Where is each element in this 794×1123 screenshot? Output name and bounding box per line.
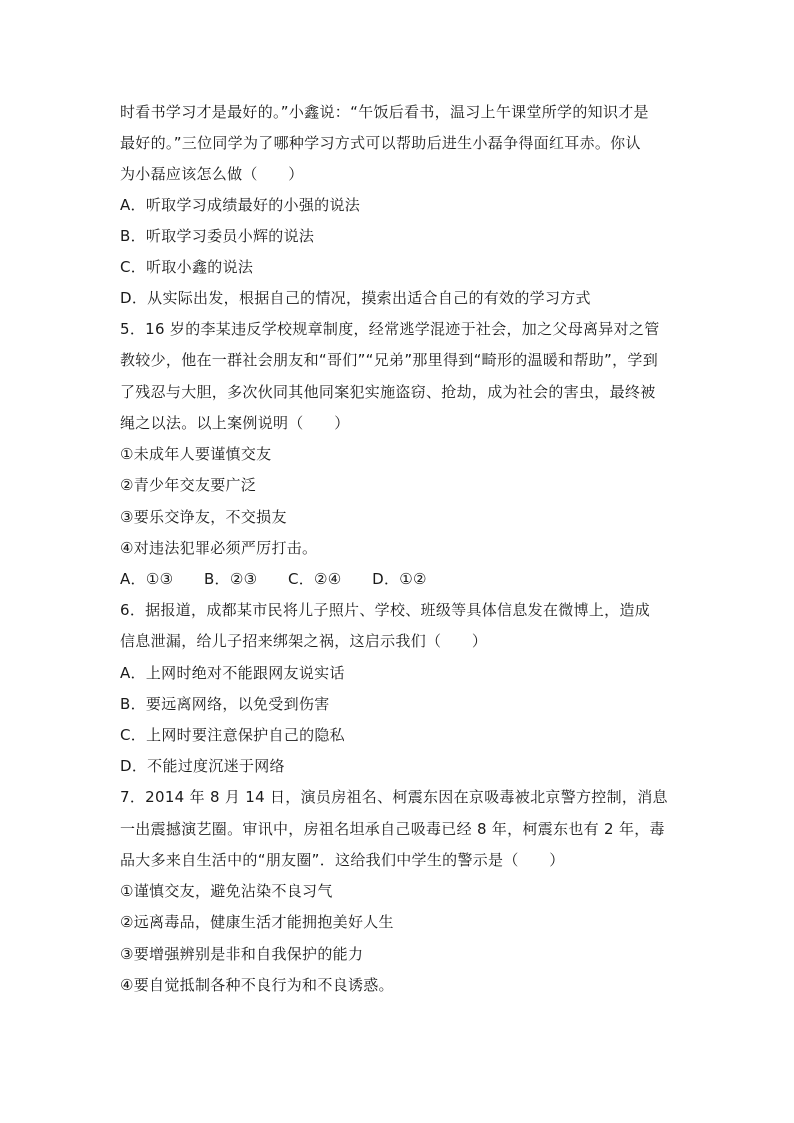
answer-options: A．①③ B．②③ C．②④ D．①②: [120, 570, 427, 588]
statement-2: ②青少年交友要广泛: [120, 476, 257, 494]
option-a: A．上网时绝对不能跟网友说实话: [120, 664, 345, 682]
text-line: 了残忍与大胆，多次伙同其他同案犯实施盗窃、抢劫，成为社会的害虫，最终被: [120, 383, 656, 401]
option-a: A．听取学习成绩最好的小强的说法: [120, 196, 361, 214]
statement-3: ③要乐交诤友，不交损友: [120, 508, 287, 526]
statement-2: ②远离毒品，健康生活才能拥抱美好人生: [120, 913, 394, 931]
text-line: 一出震撼演艺圈。审讯中，房祖名坦承自己吸毒已经 8 年，柯震东也有 2 年，毒: [120, 820, 665, 838]
question-7: 7．2014 年 8 月 14 日，演员房祖名、柯震东因在京吸毒被北京警方控制，消息: [120, 788, 668, 806]
text-line: 绳之以法。以上案例说明（ ）: [120, 414, 350, 432]
statement-4: ④要自觉抵制各种不良行为和不良诱惑。: [120, 976, 394, 994]
text-line: 时看书学习才是最好的。”小鑫说：“午饭后看书，温习上午课堂所学的知识才是: [120, 103, 649, 121]
option-c: C．上网时要注意保护自己的隐私: [120, 726, 345, 744]
text-line: 最好的。”三位同学为了哪种学习方式可以帮助后进生小磊争得面红耳赤。你认: [120, 134, 641, 152]
text-line: 教较少，他在一群社会朋友和“哥们”“兄弟”那里得到“畸形的温暖和帮助”，学到: [120, 351, 659, 369]
statement-3: ③要增强辨别是非和自我保护的能力: [120, 945, 364, 963]
statement-1: ①未成年人要谨慎交友: [120, 445, 272, 463]
option-d: D．从实际出发，根据自己的情况，摸索出适合自己的有效的学习方式: [120, 289, 591, 307]
statement-4: ④对违法犯罪必须严厉打击。: [120, 539, 318, 557]
question-5: 5．16 岁的李某违反学校规章制度，经常逃学混迹于社会，加之父母离异对之管: [120, 320, 660, 338]
text-line: 品大多来自生活中的“朋友圈”．这给我们中学生的警示是（ ）: [120, 851, 565, 869]
option-d: D．不能过度沉迷于网络: [120, 757, 285, 775]
option-b: B．要远离网络，以免受到伤害: [120, 695, 330, 713]
text-line: 信息泄漏，给儿子招来绑架之祸，这启示我们（ ）: [120, 632, 488, 650]
option-c: C．听取小鑫的说法: [120, 258, 254, 276]
option-b: B．听取学习委员小辉的说法: [120, 227, 315, 245]
statement-1: ①谨慎交友，避免沾染不良习气: [120, 882, 333, 900]
question-6: 6．据报道，成都某市民将儿子照片、学校、班级等具体信息发在微博上，造成: [120, 601, 651, 619]
text-line: 为小磊应该怎么做（ ）: [120, 165, 304, 183]
